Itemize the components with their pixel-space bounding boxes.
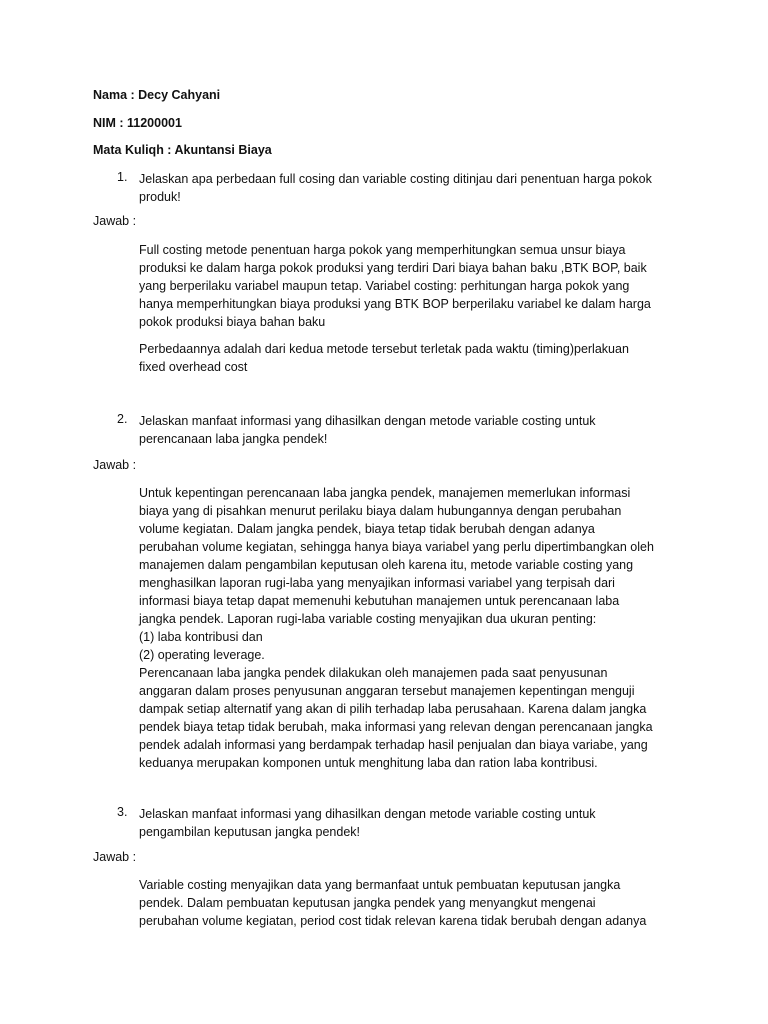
answer-line: Untuk kepentingan perencanaan laba jangka pendek, manajemen memerlukan informasi bbox=[139, 486, 631, 500]
question-text bbox=[139, 170, 679, 206]
course-name: Mata Kuliqh : Akuntansi Biaya bbox=[93, 143, 272, 157]
answer-paragraph bbox=[139, 340, 679, 376]
answer-line: (2) operating leverage. bbox=[139, 648, 265, 662]
answer-line: jangka pendek. Laporan rugi-laba variable costing menyajikan dua ukuran penting: bbox=[139, 612, 597, 626]
answer-line: dampak setiap alternatif yang akan di pilih terhadap laba perusahaan. Karena dalam jangka bbox=[139, 702, 647, 716]
question-line: Jelaskan manfaat informasi yang dihasilkan dengan metode variable costing untuk bbox=[139, 807, 596, 821]
question-line: pengambilan keputusan jangka pendek! bbox=[139, 825, 361, 839]
answer-line: pendek biaya tetap tidak berubah, maka informasi yang relevan dengan perencanaan jangka bbox=[139, 720, 653, 734]
question-line: perencanaan laba jangka pendek! bbox=[139, 432, 328, 446]
answer-line: menghasilkan laporan rugi-laba yang menyajikan informasi variabel yang terpisah dari bbox=[139, 576, 615, 590]
answer-line: Full costing metode penentuan harga pokok yang memperhitungkan semua unsur biaya bbox=[139, 243, 626, 257]
answer-line: Perencanaan laba jangka pendek dilakukan oleh manajemen pada saat penyusunan bbox=[139, 666, 608, 680]
question-text bbox=[139, 412, 679, 448]
question-number: 1. bbox=[117, 170, 128, 184]
student-nim: NIM : 11200001 bbox=[93, 116, 182, 130]
student-name: Nama : Decy Cahyani bbox=[93, 88, 221, 102]
answer-label: Jawab : bbox=[93, 458, 137, 472]
answer-line: biaya yang di pisahkan menurut perilaku biaya dalam hubungannya dengan perubahan bbox=[139, 504, 622, 518]
answer-line: pokok produksi biaya bahan baku bbox=[139, 315, 326, 329]
answer-label: Jawab : bbox=[93, 214, 137, 228]
answer-line: yang berperilaku variabel maupun tetap. Variabel costing: perhitungan harga pokok yang bbox=[139, 279, 630, 293]
answer-line: pendek adalah informasi yang berdampak terhadap hasil penjualan dan biaya variabe, yang bbox=[139, 738, 648, 752]
answer-paragraph bbox=[139, 876, 679, 930]
question-text bbox=[139, 805, 679, 841]
answer-label: Jawab : bbox=[93, 850, 137, 864]
answer-line: volume kegiatan. Dalam jangka pendek, biaya tetap tidak berubah dengan adanya bbox=[139, 522, 595, 536]
answer-line: keduanya merupakan komponen untuk menghitung laba dan ration laba kontribusi. bbox=[139, 756, 598, 770]
question-number: 2. bbox=[117, 412, 128, 426]
question-line: Jelaskan apa perbedaan full cosing dan variable costing ditinjau dari penentuan harga pokok bbox=[139, 172, 652, 186]
answer-line: fixed overhead cost bbox=[139, 360, 248, 374]
answer-line: pendek. Dalam pembuatan keputusan jangka pendek yang menyangkut mengenai bbox=[139, 896, 596, 910]
question-line: produk! bbox=[139, 190, 181, 204]
answer-paragraph bbox=[139, 484, 679, 772]
answer-line: perubahan volume kegiatan, period cost tidak relevan karena tidak berubah dengan adanya bbox=[139, 914, 647, 928]
answer-line: Perbedaannya adalah dari kedua metode tersebut terletak pada waktu (timing)perlakuan bbox=[139, 342, 629, 356]
answer-line: manajemen dalam pengambilan keputusan oleh karena itu, metode variable costing yang bbox=[139, 558, 634, 572]
answer-line: (1) laba kontribusi dan bbox=[139, 630, 263, 644]
answer-paragraph bbox=[139, 241, 679, 331]
answer-line: anggaran dalam proses penyusunan anggaran tersebut manajemen kepentingan menguji bbox=[139, 684, 635, 698]
answer-line: perubahan volume kegiatan, sehingga hanya biaya variabel yang perlu dipertimbangkan oleh bbox=[139, 540, 654, 554]
answer-line: hanya memperhitungkan biaya produksi yang BTK BOP berperilaku variabel ke dalam harga bbox=[139, 297, 651, 311]
answer-line: informasi biaya tetap dapat memenuhi kebutuhan manajemen untuk perencanaan laba bbox=[139, 594, 620, 608]
question-line: Jelaskan manfaat informasi yang dihasilkan dengan metode variable costing untuk bbox=[139, 414, 596, 428]
question-number: 3. bbox=[117, 805, 128, 819]
answer-line: produksi ke dalam harga pokok produksi yang terdiri Dari biaya bahan baku ,BTK BOP, baik bbox=[139, 261, 647, 275]
answer-line: Variable costing menyajikan data yang bermanfaat untuk pembuatan keputusan jangka bbox=[139, 878, 621, 892]
